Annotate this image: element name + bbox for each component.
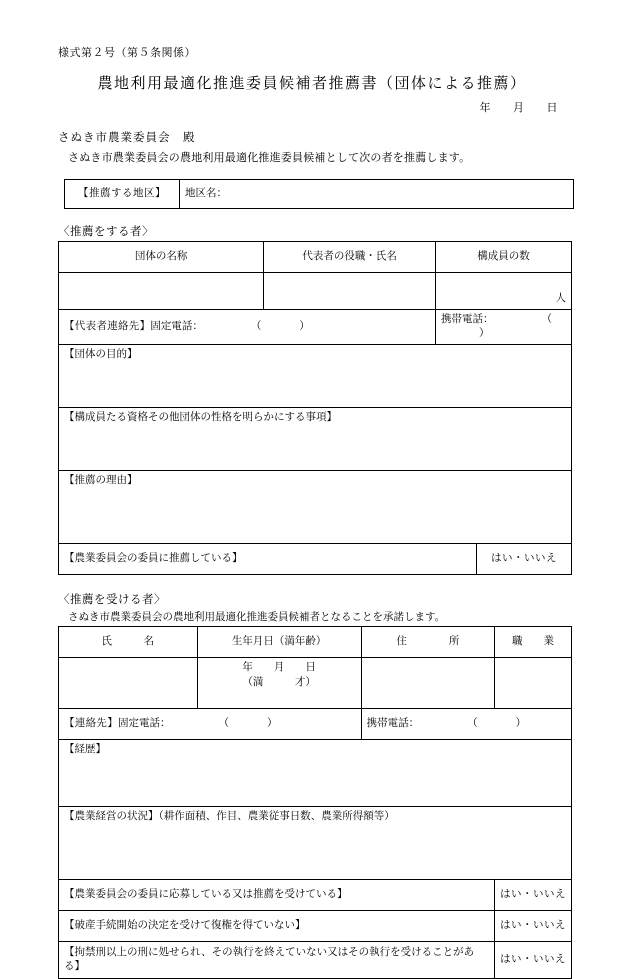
field-candidate-contact-mobile[interactable]	[361, 709, 571, 740]
answer-criminal-record[interactable]: はい・いいえ	[495, 942, 572, 979]
answer-bankruptcy[interactable]: はい・いいえ	[495, 911, 572, 942]
header-candidate-name: 氏 名	[59, 627, 198, 658]
answer-applied-committee[interactable]: はい・いいえ	[495, 880, 572, 911]
table-row	[59, 807, 572, 880]
field-member-count[interactable]	[436, 273, 572, 310]
candidate-consent: さぬき市農業委員会の農地利用最適化推進委員候補者となることを承諾します。	[68, 612, 446, 624]
member-unit: 人	[555, 292, 566, 304]
header-org-name: 団体の名称	[59, 242, 264, 273]
career-label: 【経歴】	[64, 744, 106, 756]
field-org-purpose[interactable]	[59, 345, 572, 408]
question-bankruptcy-label: 【破産手続開始の決定を受けて復権を得ていない】	[64, 920, 306, 932]
table-row	[59, 242, 572, 273]
candidate-tel-fixed-label: 固定電話：	[118, 718, 171, 730]
recommender-section-title: 〈推薦をする者〉	[58, 226, 154, 238]
table-row	[59, 471, 572, 544]
paren-close: ）	[479, 328, 490, 340]
field-recommendation-reason[interactable]	[59, 471, 572, 544]
document-title: 農地利用最適化推進委員候補者推薦書（団体による推薦）	[97, 76, 527, 92]
org-purpose-label: 【団体の目的】	[64, 349, 138, 361]
lead-sentence: さぬき市農業委員会の農地利用最適化推進委員候補として次の者を推薦します。	[68, 152, 471, 164]
paren-open: （	[218, 718, 229, 730]
recommender-table	[58, 241, 572, 575]
field-candidate-birth[interactable]	[197, 658, 361, 709]
candidate-table	[58, 626, 572, 979]
district-table	[64, 179, 574, 209]
candidate-section-title: 〈推薦を受ける者〉	[58, 594, 166, 607]
table-row	[59, 658, 572, 709]
rep-contact-label: 【代表者連絡先】	[64, 321, 151, 333]
district-value[interactable]: 地区名：	[180, 180, 574, 209]
birth-date-line: 年 月 日	[242, 662, 316, 674]
table-row	[59, 627, 572, 658]
rep-tel-fixed-label: 固定電話：	[150, 321, 203, 333]
question-criminal-record-label: 【拘禁刑以上の刑に処せられ、その執行を終えていない又はその執行を受けることがある】	[64, 947, 475, 973]
field-candidate-career[interactable]	[59, 740, 572, 807]
farm-status-label: 【農業経営の状況】（耕作面積、作目、農業従事日数、農業所得額等）	[64, 811, 395, 823]
table-row	[59, 880, 572, 911]
field-farm-status[interactable]	[59, 807, 572, 880]
table-row	[59, 911, 572, 942]
district-label: 【推薦する地区】	[65, 180, 180, 209]
member-qualification-label: 【構成員たる資格その他団体の性格を明らかにする事項】	[64, 412, 337, 424]
table-row	[65, 180, 574, 209]
table-row	[59, 408, 572, 471]
table-row	[59, 544, 572, 575]
date-day: 日	[546, 102, 558, 114]
field-rep-title-name[interactable]	[264, 273, 436, 310]
form-number: 様式第２号（第５条関係）	[58, 47, 196, 59]
paren-open: （	[541, 314, 553, 325]
candidate-tel-mobile-label: 携帯電話：	[366, 718, 420, 730]
table-row	[59, 310, 572, 345]
addressee: さぬき市農業委員会 殿	[58, 132, 196, 144]
table-row	[59, 740, 572, 807]
field-candidate-contact-fixed[interactable]	[59, 709, 362, 740]
field-rep-contact-fixed[interactable]	[59, 310, 436, 345]
table-row	[59, 273, 572, 310]
recommendation-reason-label: 【推薦の理由】	[64, 475, 138, 487]
question-bankruptcy	[59, 911, 495, 942]
date-line	[58, 99, 558, 115]
table-row	[59, 709, 572, 740]
field-org-name[interactable]	[59, 273, 264, 310]
paren-close: ）	[299, 321, 310, 333]
birth-age-line: （満 才）	[242, 676, 316, 688]
header-member-count: 構成員の数	[436, 242, 572, 273]
field-member-qualification[interactable]	[59, 408, 572, 471]
field-candidate-occupation[interactable]	[495, 658, 572, 709]
paren-open: （	[250, 321, 262, 333]
field-candidate-name[interactable]	[59, 658, 198, 709]
date-year: 年	[479, 102, 491, 114]
header-rep-title-name: 代表者の役職・氏名	[264, 242, 436, 273]
rep-tel-mobile-label: 携帯電話：	[441, 314, 494, 325]
paren-close: ）	[515, 718, 527, 730]
field-candidate-address[interactable]	[361, 658, 494, 709]
question-committee-recommend	[59, 544, 477, 575]
header-candidate-address: 住 所	[361, 627, 494, 658]
question-committee-recommend-label: 【農業委員会の委員に推薦している】	[64, 553, 243, 565]
candidate-contact-label: 【連絡先】	[64, 718, 118, 730]
answer-committee-recommend[interactable]: はい・いいえ	[477, 544, 572, 575]
paren-open: （	[467, 718, 478, 730]
header-candidate-occupation: 職 業	[495, 627, 572, 658]
question-applied-committee-label: 【農業委員会の委員に応募している又は推薦を受けている】	[64, 889, 348, 901]
question-criminal-record	[59, 942, 495, 979]
date-month: 月	[513, 102, 525, 114]
header-candidate-birth: 生年月日（満年齢）	[197, 627, 361, 658]
question-applied-committee	[59, 880, 495, 911]
table-row	[59, 345, 572, 408]
table-row	[59, 942, 572, 979]
district-block	[58, 179, 572, 209]
field-rep-contact-mobile[interactable]	[436, 310, 572, 345]
paren-close: ）	[267, 718, 278, 730]
